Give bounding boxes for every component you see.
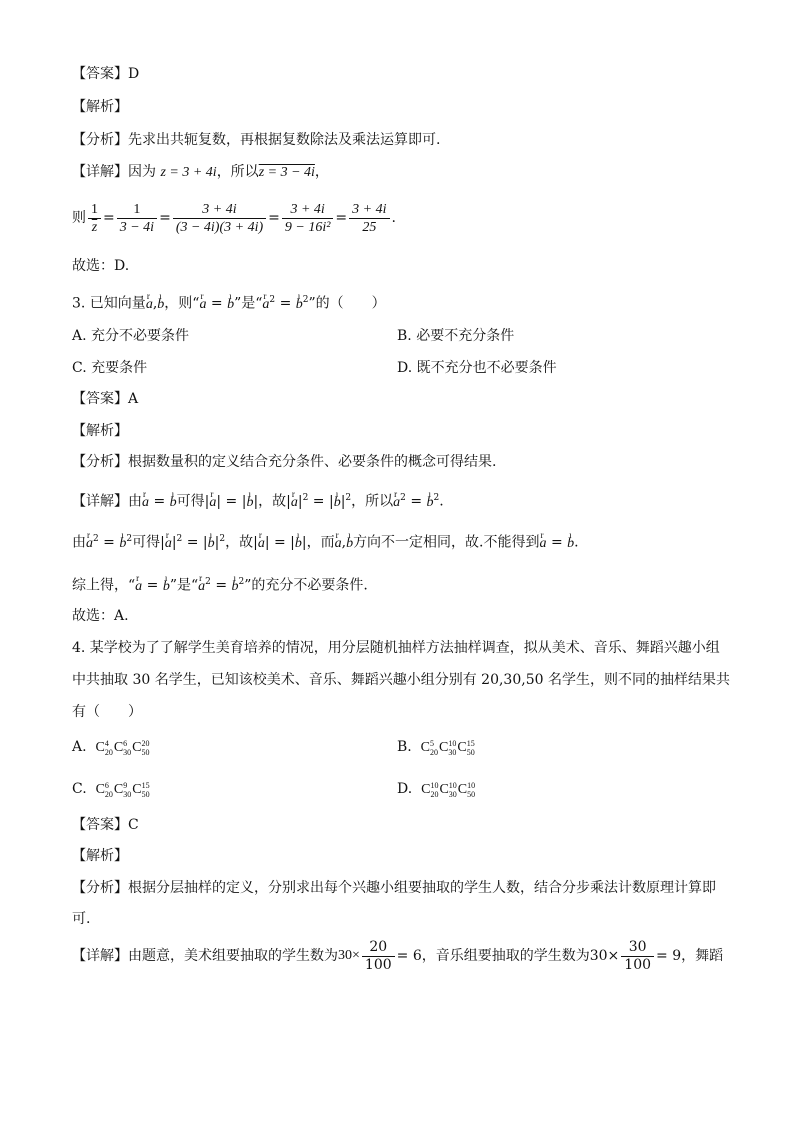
combination: C 10 20 bbox=[421, 780, 439, 799]
q4-detail-line: 【详解】 由题意，美术组要抽取的学生数为 30× $\frac{20}{100}$ = 6 ，音乐组要抽取的学生数为 30× $\frac{30}{100}$ = 9 ，舞蹈 bbox=[72, 938, 724, 973]
q2-fenxi-line: 【分析】先求出共轭复数，再根据复数除法及乘法运算即可. bbox=[72, 132, 441, 148]
q3-analysis-tag: 【解析】 bbox=[72, 423, 128, 439]
combination: C 10 30 bbox=[439, 738, 457, 757]
combination: C 4 20 bbox=[95, 738, 113, 757]
q4-choice-c: C. C 6 20 C 9 30 C 15 50 bbox=[72, 780, 150, 799]
fraction: $\frac{1}{z}$ bbox=[88, 201, 101, 236]
fraction: $\frac{20}{100}$ bbox=[362, 939, 395, 974]
q4-stem-3: 有（ ） bbox=[72, 704, 142, 720]
q2-detail-line: 【详解】因为 z = 3 + 4i，所以z = 3 − 4i， bbox=[72, 164, 329, 180]
q4-choice-b: B. C 5 20 C 10 30 C 15 50 bbox=[397, 738, 475, 757]
q2-choose: 故选：D. bbox=[72, 258, 130, 274]
q2-answer: D bbox=[128, 66, 140, 82]
combination: C 9 30 bbox=[113, 780, 132, 799]
q4-fenxi-line-1: 【分析】根据分层抽样的定义，分别求出每个兴趣小组要抽取的学生人数，结合分步乘法计数原理计算即 bbox=[72, 880, 716, 896]
q3-answer: A bbox=[128, 391, 139, 407]
combination: C 20 50 bbox=[132, 738, 150, 757]
fraction: $\frac{30}{100}$ bbox=[621, 939, 654, 974]
q2-fraction-line: 则 $\frac{1}{z}$ = $\frac{1}{3 - 4i}$ = $\frac{3 + 4i}{(3 - 4i)(3 + 4i)}$ = $\frac{3 + 4i}{\text{9 − 16i²}}$ = $\frac{3 + 4i}{25}$ . bbox=[72, 201, 396, 235]
combination: C 10 30 bbox=[439, 780, 457, 799]
q3-summary-line: 综上得，“r a = ı b”是“r $a^2$ = ı $b^2$”的充分不必要条件. bbox=[72, 572, 724, 597]
q4-choice-d: D. C 10 20 C 10 30 C 10 50 bbox=[397, 780, 476, 799]
q3-stem: 3. 已知向量r a,ı b，则“r a = ı b”是“r $a^2$ = ı $b^2$”的（ ） bbox=[72, 290, 724, 315]
q3-choose: 故选：A. bbox=[72, 608, 129, 624]
q3-choice-b: B. 必要不充分条件 bbox=[397, 328, 515, 344]
answer-tag: 【答案】 bbox=[72, 66, 128, 82]
q3-choice-a: A. 充分不必要条件 bbox=[72, 328, 190, 344]
combination: C 5 20 bbox=[420, 738, 438, 757]
q4-choice-a: A. C 4 20 C 6 30 C 20 50 bbox=[72, 738, 150, 757]
q4-stem-1: 4. 某学校为了了解学生美育培养的情况，用分层随机抽样方法抽样调查，拟从美术、音乐、舞蹈兴趣小组 bbox=[72, 640, 720, 656]
q2-analysis-tag: 【解析】 bbox=[72, 99, 128, 115]
q4-stem-2: 中共抽取 30 名学生，已知该校美术、音乐、舞蹈兴趣小组分别有 20,30,50 名学生，则不同的抽样结果共 bbox=[72, 672, 730, 688]
fraction: $\frac{3 + 4i}{\text{9 − 16i²}}$ bbox=[282, 201, 334, 236]
combination: C 10 50 bbox=[457, 780, 476, 799]
fraction: $\frac{3 + 4i}{(3 - 4i)(3 + 4i)}$ bbox=[173, 201, 266, 236]
q4-answer-line: 【答案】C bbox=[72, 817, 139, 833]
combination: C 6 30 bbox=[113, 738, 132, 757]
fraction: $\frac{3 + 4i}{25}$ bbox=[349, 201, 389, 236]
q3-fenxi-line: 【分析】根据数量积的定义结合充分条件、必要条件的概念可得结果. bbox=[72, 454, 497, 470]
q3-detail-line-2: 由r $a^2$ = ı $b^2$可得|r $a|^2$ = |ı $b|^2$，故|r a| = |ı b|，而r a,ı b方向不一定相同，故.不能得到r a = ı b. bbox=[72, 529, 724, 554]
q3-choice-c: C. 充要条件 bbox=[72, 360, 148, 376]
q4-fenxi-line-2: 可. bbox=[72, 911, 91, 927]
combination: C 15 50 bbox=[457, 738, 475, 757]
q3-answer-line: 【答案】A bbox=[72, 391, 139, 407]
q2-answer-line bbox=[72, 64, 724, 84]
combination: C 15 50 bbox=[132, 780, 150, 799]
q3-detail-line-1: 【详解】由r a = ı b可得|r a| = |ı b|，故|r $a|^2$ = |ı $b|^2$，所以r $a^2$ = ı $b^2$. bbox=[72, 488, 724, 513]
combination: C 6 20 bbox=[95, 780, 113, 799]
q4-analysis-tag: 【解析】 bbox=[72, 848, 128, 864]
q4-answer: C bbox=[128, 817, 139, 833]
q3-choice-d: D. 既不充分也不必要条件 bbox=[397, 360, 557, 376]
fraction: $\frac{1}{3 - 4i}$ bbox=[117, 201, 157, 236]
